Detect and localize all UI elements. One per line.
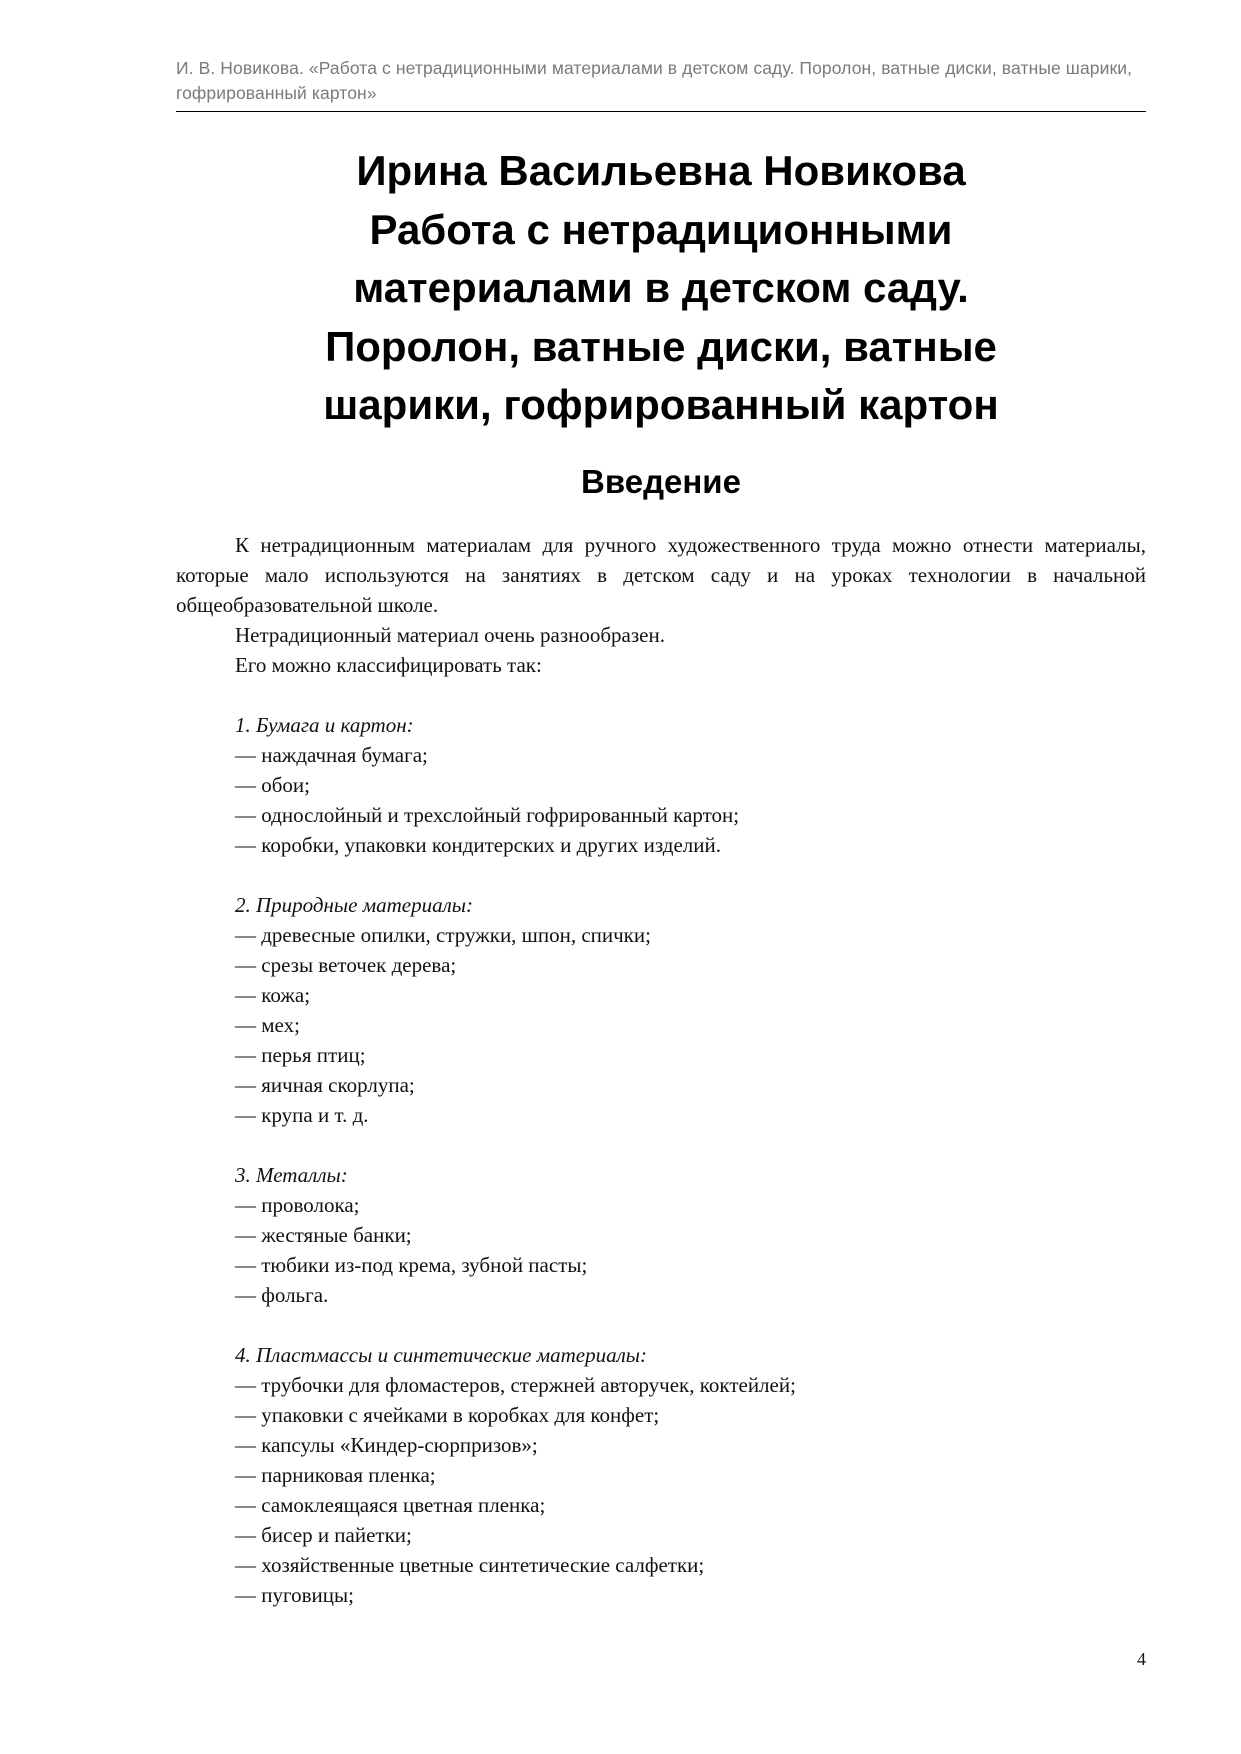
list-item: — тюбики из-под крема, зубной пасты; <box>235 1253 588 1277</box>
category-heading: 2. Природные материалы: <box>235 893 473 917</box>
category-plastics-synthetics <box>176 1340 1146 1610</box>
page-number: 4 <box>1137 1649 1146 1669</box>
title-line: Поролон, ватные диски, ватные <box>325 322 997 370</box>
list-item: — крупа и т. д. <box>235 1103 369 1127</box>
category-paper-cardboard <box>176 710 1146 860</box>
document-title <box>176 142 1146 435</box>
spacer <box>176 860 1146 890</box>
list-item: — древесные опилки, стружки, шпон, спички; <box>235 923 651 947</box>
list-item: — фольга. <box>235 1283 329 1307</box>
list-item: — упаковки с ячейками в коробках для конфет; <box>235 1403 660 1427</box>
category-heading: 1. Бумага и картон: <box>235 713 414 737</box>
list-item: — мех; <box>235 1013 300 1037</box>
list-item: — однослойный и трехслойный гофрированный картон; <box>235 803 740 827</box>
list-item: — самоклеящаяся цветная пленка; <box>235 1493 546 1517</box>
list-item: — парниковая пленка; <box>235 1463 436 1487</box>
list-item: — бисер и пайетки; <box>235 1523 412 1547</box>
intro-paragraph: К нетрадиционным материалам для ручного художественного труда можно отнести материалы, которые мало используются на занятиях в детском саду и на уроках технологии в начальной общеобразовательной школе. <box>176 533 1146 617</box>
list-item: — наждачная бумага; <box>235 743 428 767</box>
list-item: — пуговицы; <box>235 1583 354 1607</box>
spacer <box>176 1130 1146 1160</box>
running-header: И. В. Новикова. «Работа с нетрадиционными материалами в детском саду. Поролон, ватные диски, ватные шарики, гофрированный картон» <box>176 58 1133 103</box>
category-natural-materials <box>176 890 1146 1130</box>
title-line: Ирина Васильевна Новикова <box>356 147 966 194</box>
title-line: Работа с нетрадиционными <box>369 205 953 253</box>
list-item: — яичная скорлупа; <box>235 1073 415 1097</box>
list-item: — проволока; <box>235 1193 360 1217</box>
list-item: — коробки, упаковки кондитерских и других изделий. <box>235 833 721 857</box>
list-item: — жестяные банки; <box>235 1223 412 1247</box>
list-item: — капсулы «Киндер-сюрпризов»; <box>235 1433 538 1457</box>
intro-paragraph: Его можно классифицировать так: <box>235 653 542 677</box>
list-item: — перья птиц; <box>235 1043 366 1067</box>
list-item: — срезы веточек дерева; <box>235 953 457 977</box>
section-heading: Введение <box>581 463 741 500</box>
list-item: — хозяйственные цветные синтетические салфетки; <box>235 1553 705 1577</box>
header-divider <box>176 111 1146 112</box>
category-metals <box>176 1160 1146 1310</box>
list-item: — трубочки для фломастеров, стержней авторучек, коктейлей; <box>235 1373 796 1397</box>
title-line: материалами в детском саду. <box>353 264 969 311</box>
spacer <box>176 1310 1146 1340</box>
document-body <box>176 530 1146 1610</box>
spacer <box>176 680 1146 710</box>
list-item: — обои; <box>235 773 311 797</box>
intro-paragraph: Нетрадиционный материал очень разнообразен. <box>235 623 665 647</box>
list-item: — кожа; <box>235 983 311 1007</box>
category-heading: 3. Металлы: <box>235 1163 348 1187</box>
category-heading: 4. Пластмассы и синтетические материалы: <box>235 1343 647 1367</box>
title-line: шарики, гофрированный картон <box>323 381 999 428</box>
